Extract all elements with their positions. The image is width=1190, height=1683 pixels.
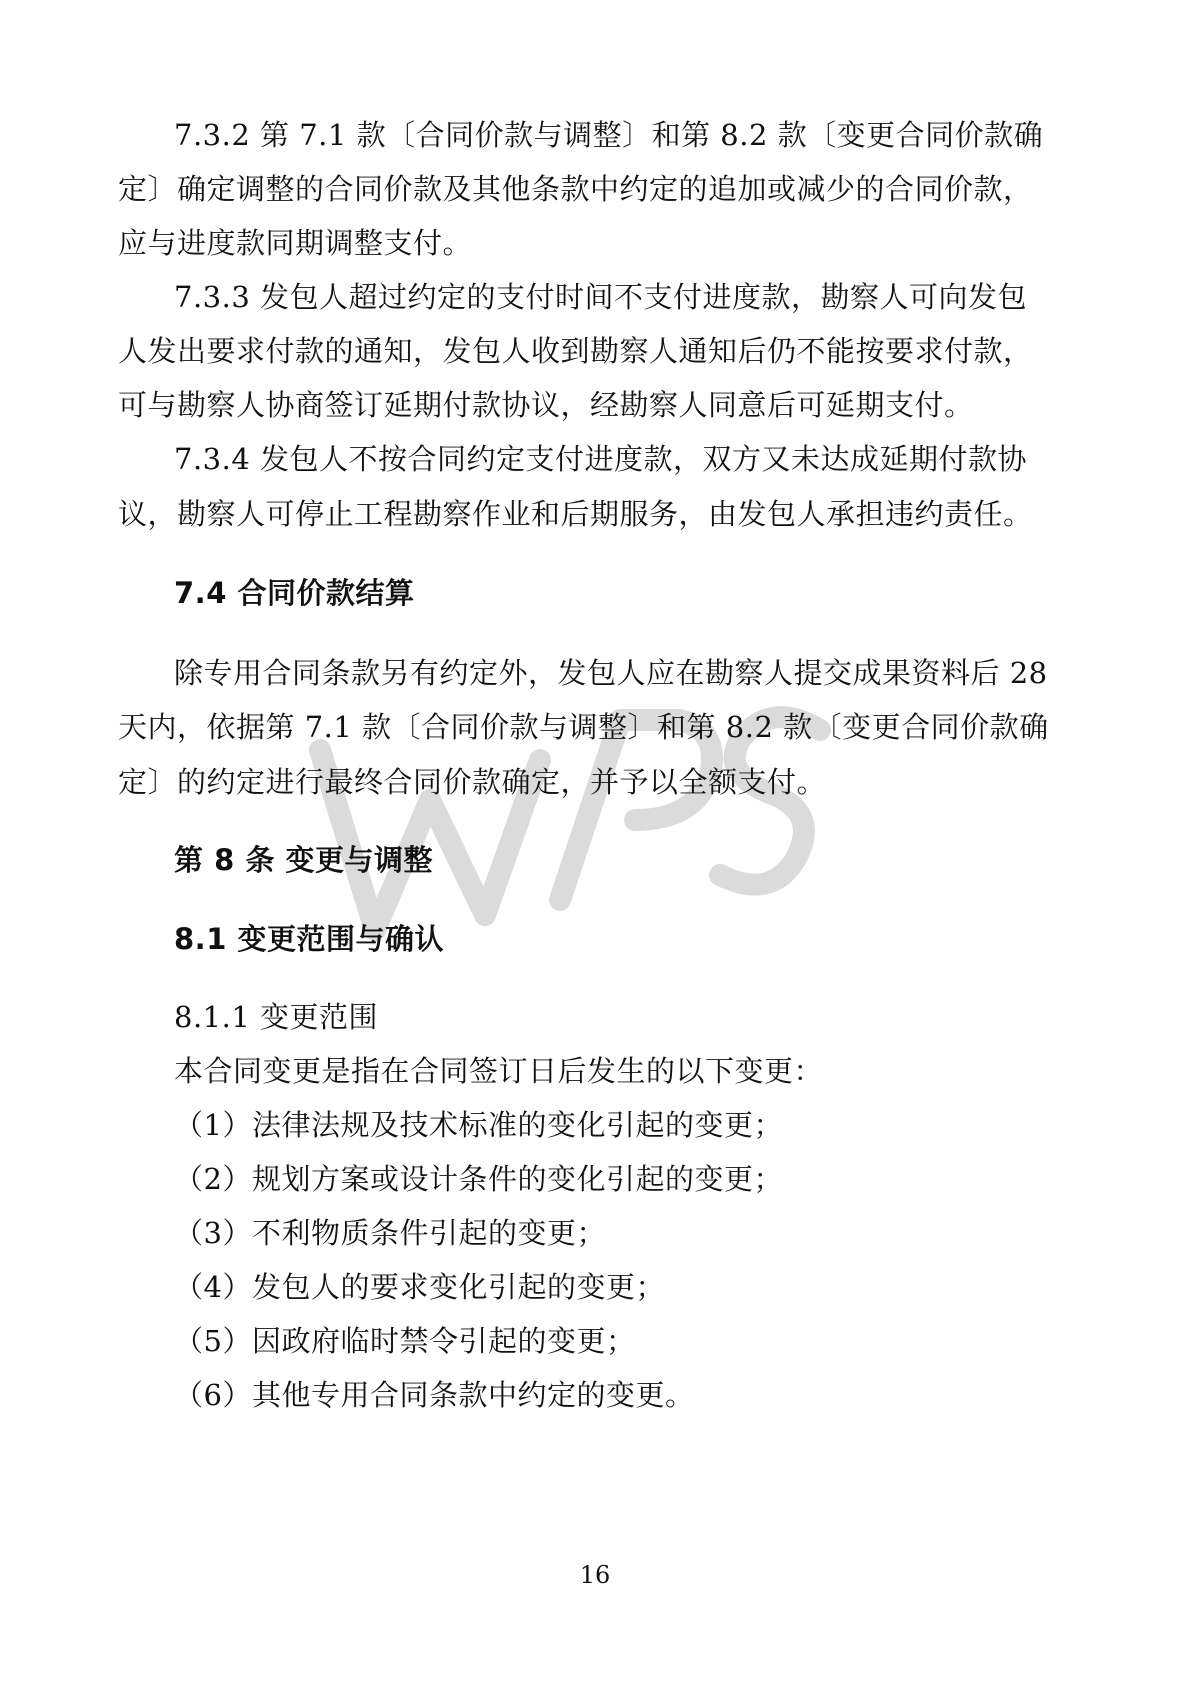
wps-watermark-icon <box>290 660 850 960</box>
text-line: 本合同变更是指在合同签订日后发生的以下变更： <box>174 1054 824 1088</box>
list-item: （4）发包人的要求变化引起的变更； <box>174 1270 665 1304</box>
text-line: 定〕的约定进行最终合同价款确定，并予以全额支付。 <box>118 765 827 799</box>
text-line: 7.3.2 第 7.1 款〔合同价款与调整〕和第 8.2 款〔变更合同价款确 <box>174 118 1044 152</box>
text-line: 定〕确定调整的合同价款及其他条款中约定的追加或减少的合同价款， <box>118 172 1033 206</box>
text-line: 应与进度款同期调整支付。 <box>118 226 473 260</box>
text-line: 议，勘察人可停止工程勘察作业和后期服务，由发包人承担违约责任。 <box>118 497 1033 531</box>
list-item: （5）因政府临时禁令引起的变更； <box>174 1324 636 1358</box>
section-heading: 7.4 合同价款结算 <box>174 576 415 610</box>
text-line: 7.3.4 发包人不按合同约定支付进度款，双方又未达成延期付款协 <box>174 442 1028 476</box>
text-line: 7.3.3 发包人超过约定的支付时间不支付进度款，勘察人可向发包 <box>174 280 1028 314</box>
text-line: 人发出要求付款的通知，发包人收到勘察人通知后仍不能按要求付款， <box>118 334 1033 368</box>
text-line: 天内，依据第 7.1 款〔合同价款与调整〕和第 8.2 款〔变更合同价款确 <box>118 710 1049 744</box>
text-line: 可与勘察人协商签订延期付款协议，经勘察人同意后可延期支付。 <box>118 388 974 422</box>
section-heading: 8.1 变更范围与确认 <box>174 922 444 956</box>
list-item: （6）其他专用合同条款中约定的变更。 <box>174 1378 695 1412</box>
list-item: （3）不利物质条件引起的变更； <box>174 1216 606 1250</box>
article-heading: 第 8 条 变更与调整 <box>174 843 433 877</box>
page-number: 16 <box>579 1561 611 1589</box>
list-item: （1）法律法规及技术标准的变化引起的变更； <box>174 1108 783 1142</box>
text-line: 除专用合同条款另有约定外，发包人应在勘察人提交成果资料后 28 <box>174 656 1048 690</box>
list-item: （2）规划方案或设计条件的变化引起的变更； <box>174 1162 783 1196</box>
subsection-heading: 8.1.1 变更范围 <box>174 1000 379 1034</box>
